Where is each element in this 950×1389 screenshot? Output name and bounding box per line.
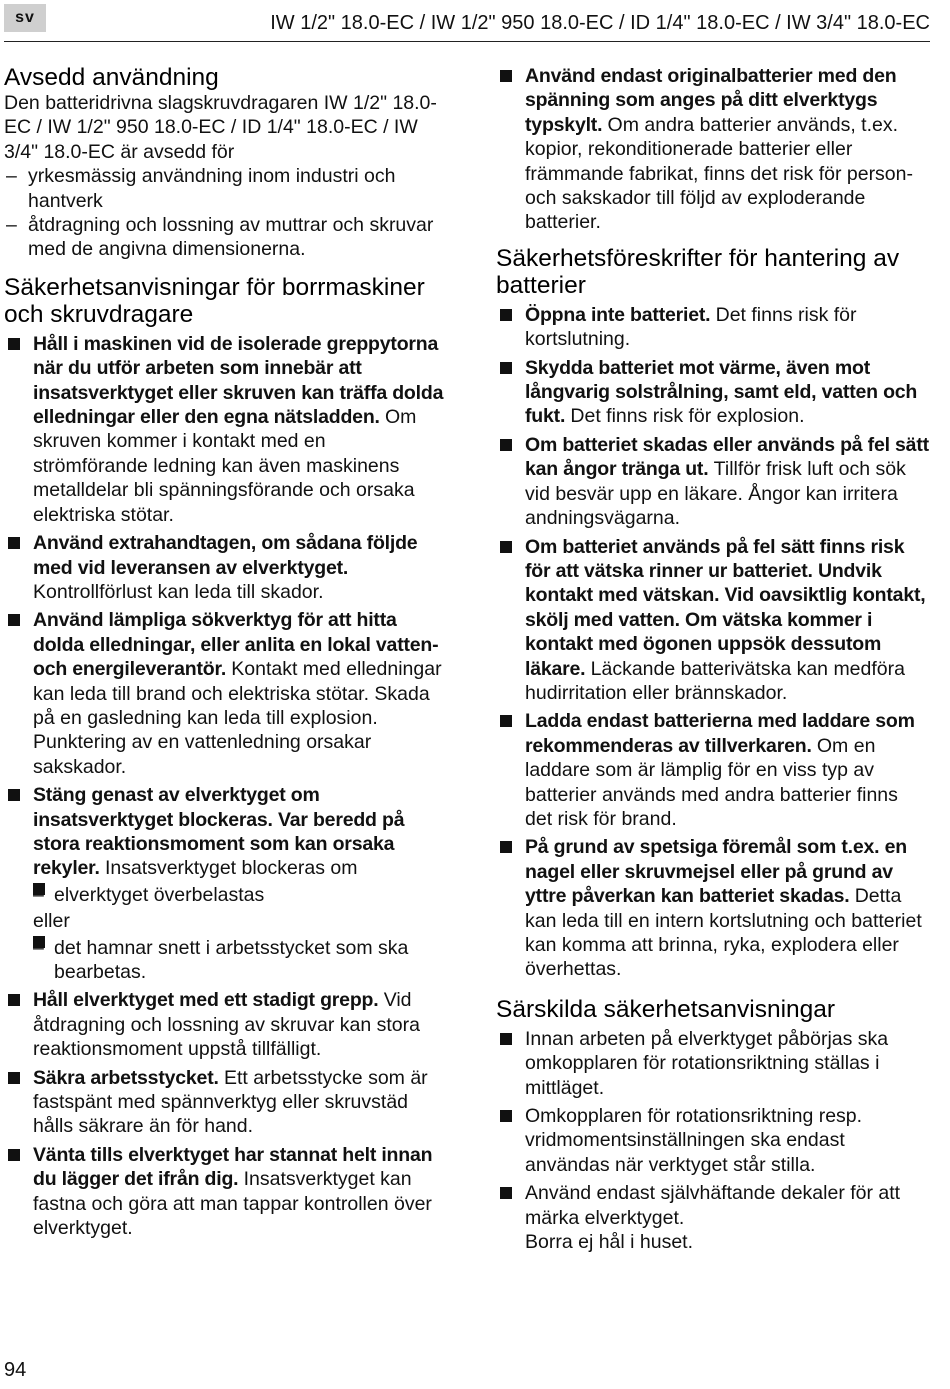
safety-item	[4, 783, 444, 984]
square-bullet	[500, 362, 512, 374]
safety-item-bold: Använd endast originalbatterier med den spänning som anges på ditt elverktygs typskylt.	[525, 65, 897, 136]
special-item	[496, 1027, 930, 1100]
safety-item-text: Om en laddare som är lämplig för en viss typ av batterier används med andra batterier finns det risk för brand.	[525, 734, 898, 830]
safety-item-bold: Om batteriet skadas eller används på fel sätt kan ångor tränga ut.	[525, 433, 929, 481]
safety-item-bold: Säkra arbetsstycket.	[33, 1066, 224, 1089]
blocked-case	[33, 883, 444, 907]
square-bullet	[8, 994, 20, 1006]
page-number: 94	[4, 1359, 27, 1381]
intended-use-intro: Den batteridrivna slagskruvdragaren IW 1/2" 18.0-EC / IW 1/2" 950 18.0-EC / ID 1/4" 18.0-EC / IW 3/4" 18.0-EC är avsedd för	[4, 92, 437, 163]
use-text: åtdragning och lossning av muttrar och skruvar med de angivna dimensionerna.	[28, 214, 434, 261]
safety-item-bold: Stäng genast av elverktyget om insatsverktyget blockeras. Var beredd på stora reaktionsmoment som kan orsaka rekyler.	[33, 784, 405, 880]
safety-item	[4, 531, 444, 604]
intended-use-heading: Avsedd användning	[4, 64, 219, 91]
safety-item	[4, 1066, 444, 1139]
safety-item-bold: Håll i maskinen vid de isolerade greppytorna när du utför arbeten som innebär att insatsverktyget eller skruven kan träffa dolda elledningar eller den egna nätsladden.	[33, 332, 444, 429]
use-text: yrkesmässig användning inom industri och hantverk	[28, 165, 396, 212]
special-item-text: Innan arbeten på elverktyget påbörjas ska omkopplaren för rotationsriktning ställas i mittläget.	[525, 1027, 889, 1099]
battery-item	[496, 433, 930, 531]
square-bullet	[500, 439, 512, 451]
model-header: IW 1/2" 18.0-EC / IW 1/2" 950 18.0-EC / ID 1/4" 18.0-EC / IW 3/4" 18.0-EC	[270, 12, 930, 34]
safety-item-bold: Ladda endast batterierna med laddare som rekommenderas av tillverkaren.	[525, 710, 915, 757]
safety-item-text: Det finns risk för kortslutning.	[525, 303, 857, 351]
drill-safety-heading: Säkerhetsanvisningar för borrmaskiner och skruvdragare	[4, 273, 425, 328]
special-note: Borra ej hål i huset.	[525, 1231, 694, 1254]
square-bullet	[500, 541, 512, 553]
safety-item-text: Detta kan leda till en intern kortslutning och batteriet kan komma att brinna, ryka, explodera eller överhettas.	[525, 885, 922, 981]
left-column	[4, 64, 444, 1240]
square-bullet	[500, 70, 512, 82]
safety-item-text: Vid åtdragning och lossning av skruvar kan stora reaktionsmoment uppstå tillfälligt.	[33, 989, 420, 1061]
blocked-case	[33, 936, 444, 985]
battery-safety-heading: Säkerhetsföreskrifter för hantering av batterier	[496, 244, 900, 299]
special-item-text: Använd endast självhäftande dekaler för att märka elverktyget.	[525, 1182, 901, 1229]
safety-item-bold: Öppna inte batteriet.	[525, 303, 716, 326]
square-bullet	[8, 1072, 20, 1084]
list-item	[4, 213, 444, 262]
safety-item-text: Ett arbetsstycke som är fastspänt med spännverktyg eller skruvstäd hålls säkrare än för hand.	[33, 1066, 428, 1138]
safety-item-text: Om andra batterier används, t.ex. kopior, rekonditionerade batterier eller främmande fabrikat, finns det risk för person- och sakskador till följd av exploderande batterier.	[525, 113, 913, 234]
battery-item	[496, 535, 930, 706]
square-bullet	[8, 338, 20, 350]
square-bullet	[8, 1149, 20, 1161]
square-bullet	[8, 789, 20, 801]
special-item-text: Omkopplaren för rotationsriktning resp. vridmomentsinställningen ska endast användas när verktyget står stilla.	[525, 1105, 863, 1176]
dash-bullet: –	[6, 214, 17, 237]
list-item	[4, 164, 444, 213]
safety-item-text: Om skruven kommer i kontakt med en strömförande ledning kan även maskinens metalldelar bli spänningsförande och orsaka elektriska stötar.	[33, 406, 417, 526]
square-bullet	[500, 1110, 512, 1122]
safety-item-bold: Använd extrahandtagen, om sådana följde med vid leveransen av elverktyget.	[33, 532, 418, 579]
safety-item-bold: Om batteriet används på fel sätt finns risk för att vätska rinner ur batteriet. Undvik kontakt med vätskan. Vid oavsiktlig kontakt, skölj med vatten. Om vätska kommer i kontakt med ögonen uppsök dessutom läkare.	[525, 535, 926, 680]
safety-item	[4, 332, 444, 527]
safety-item-bold: Använd lämpliga sökverktyg för att hitta dolda elledningar, eller anlita en lokal vatten- och energileverantör.	[33, 609, 439, 681]
square-bullet	[500, 841, 512, 853]
dash-bullet: –	[33, 883, 44, 906]
safety-item-text: Insatsverktyget blockeras om	[104, 857, 358, 880]
battery-original-item	[496, 64, 930, 235]
square-bullet	[8, 614, 20, 626]
safety-item-bold: På grund av spetsiga föremål som t.ex. en nagel eller skruvmejsel eller på grund av yttre påverkan kan batteriet skadas.	[525, 836, 907, 908]
dash-bullet: –	[6, 165, 17, 188]
blocked-case-text: det hamnar snett i arbetsstycket som ska bearbetas.	[54, 936, 409, 983]
safety-item-bold: Skydda batteriet mot värme, även mot långvarig solstrålning, samt eld, vatten och fukt.	[525, 356, 918, 428]
safety-item-text: Kontakt med elledningar kan leda till brand och elektriska stötar. Skada på en gasledning kan leda till explosion. Punktering av en vattenledning orsakar sakskador.	[33, 658, 442, 778]
safety-item	[4, 988, 444, 1061]
special-item	[496, 1181, 930, 1254]
special-item	[496, 1104, 930, 1177]
blocked-case-text: elverktyget överbelastas	[54, 883, 265, 906]
square-bullet	[500, 715, 512, 727]
battery-item	[496, 835, 930, 981]
safety-item-text: Tillför frisk luft och sök vid besvär upp en läkare. Ångor kan irritera andningsvägarna.	[525, 458, 906, 530]
header-divider	[4, 41, 930, 42]
safety-item-text: Läckande batterivätska kan medföra hudirritation eller brännskador.	[525, 657, 905, 704]
safety-item	[4, 1143, 444, 1241]
safety-item-bold: Håll elverktyget med ett stadigt grepp.	[33, 989, 384, 1012]
right-column	[496, 64, 930, 1254]
dash-bullet: –	[33, 936, 44, 959]
language-badge: sv	[4, 4, 46, 32]
square-bullet	[8, 537, 20, 549]
safety-item-bold: Vänta tills elverktyget har stannat helt innan du lägger det ifrån dig.	[33, 1143, 433, 1191]
safety-item-text: Kontrollförlust kan leda till skador.	[33, 580, 324, 603]
safety-item-text: Insatsverktyget kan fastna och göra att man tappar kontrollen över elverktyget.	[33, 1168, 432, 1240]
special-safety-heading: Särskilda säkerhetsanvisningar	[496, 995, 836, 1023]
battery-item	[496, 709, 930, 831]
square-bullet	[500, 1033, 512, 1045]
blocked-or: eller	[33, 910, 70, 933]
battery-item	[496, 356, 930, 429]
square-bullet	[500, 1187, 512, 1199]
battery-item	[496, 303, 930, 352]
safety-item	[4, 608, 444, 779]
square-bullet	[500, 309, 512, 321]
safety-item-text: Det finns risk för explosion.	[570, 405, 805, 428]
